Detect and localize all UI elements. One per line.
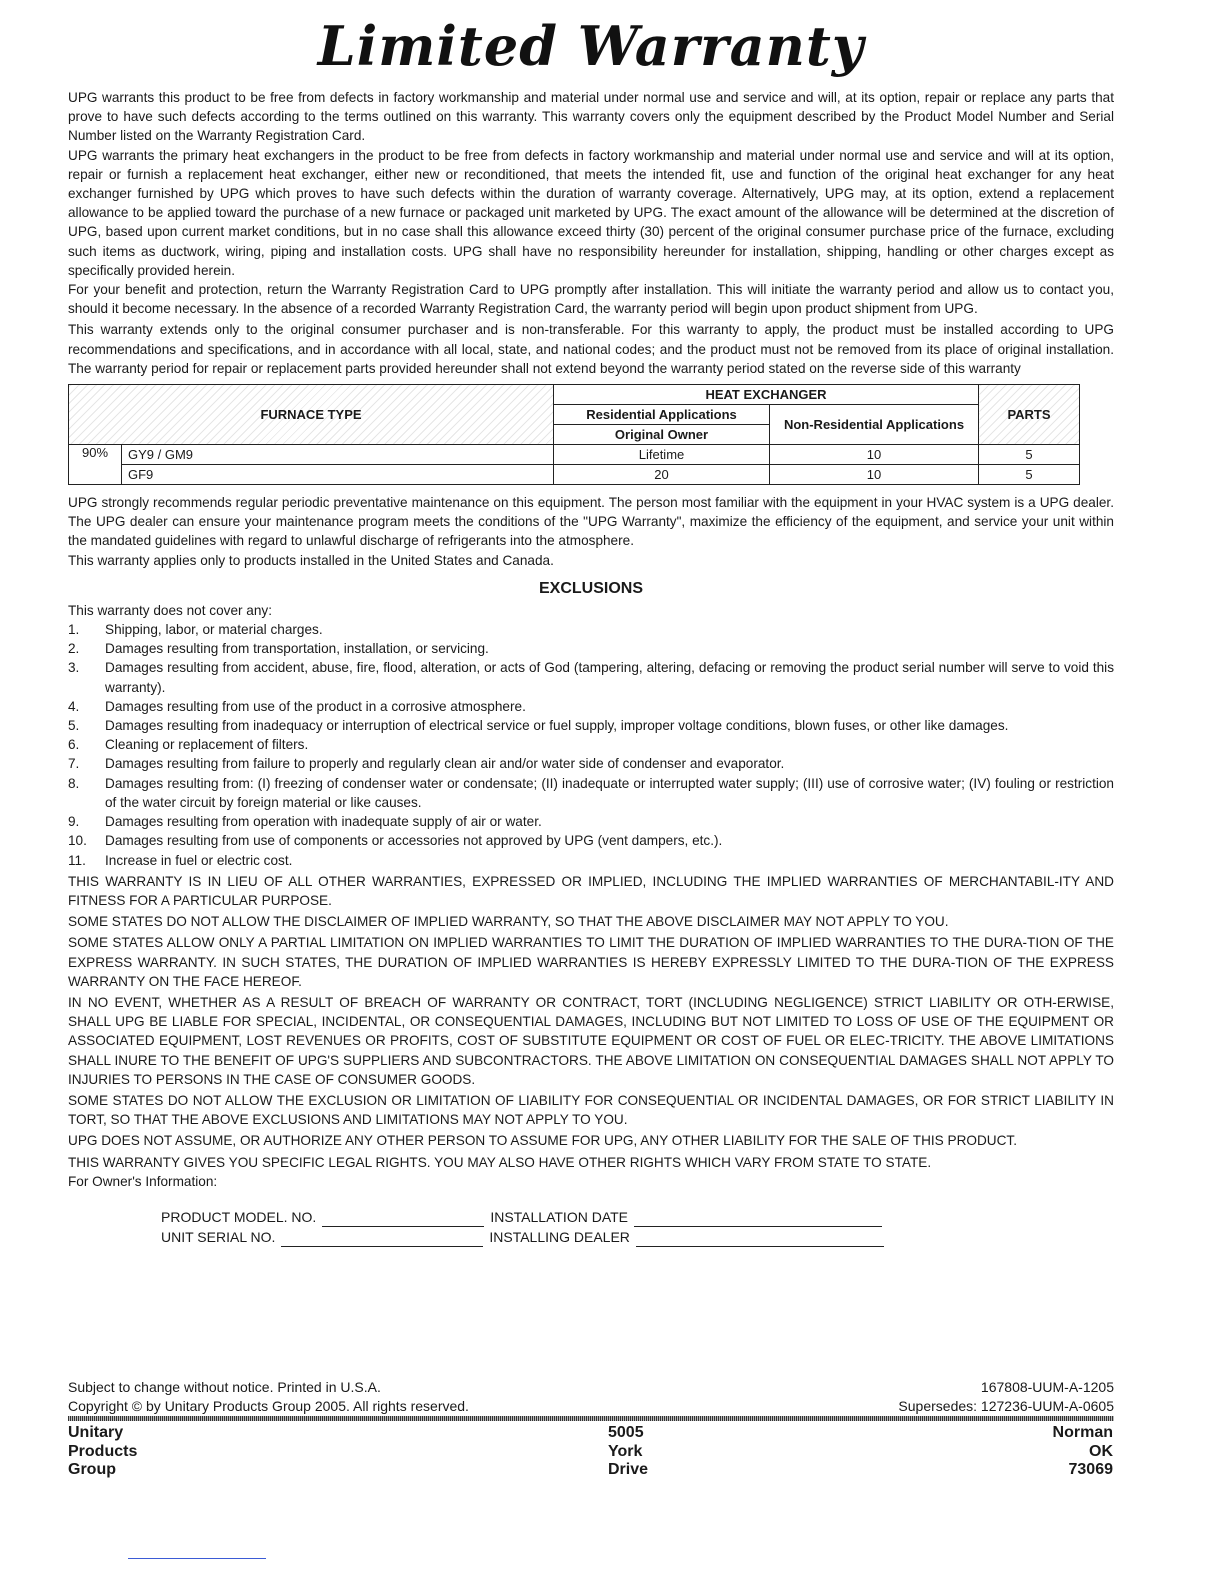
maintenance-paragraph: UPG strongly recommends regular periodic preventative maintenance on this equipment. The person most familiar with the equipment in your HVAC system is a UPG dealer. The UPG dealer can ensure your maintenance program meets the conditions of the "UPG Warranty", maximize the efficiency of the equipment, and service your unit within the mandated guidelines with regard to unlawful discharge of refrigerants into the atmosphere. [68, 495, 1114, 549]
table-row [69, 445, 1080, 465]
list-item: 11. Increase in fuel or electric cost. [68, 852, 293, 868]
installation-date-field[interactable] [634, 1212, 882, 1227]
warranty-page [68, 14, 1114, 1247]
legal-no-event: IN NO EVENT, WHETHER AS A RESULT OF BREACH OF WARRANTY OR CONTRACT, TORT (INCLUDING NEGLIGENCE) STRICT LIABILITY OR OTH-ERWISE, SHALL UPG BE LIABLE FOR SPECIAL, INCIDENTAL, OR CONSEQUENTIAL DAMAGES, INCLUDING BUT NOT LIMITED TO LOSS OF USE OF THE EQUIPMENT OR ASSOCIATED EQUIPMENT, LOST REVENUES OR PROFITS, COST OF SUBSTITUTE EQUIPMENT OR COST OF FUEL OR ELEC-TRICITY. THE ABOVE LIMITATIONS SHALL INURE TO THE BENEFIT OF UPG'S SUPPLIERS AND SUBCONTRACTORS. THE ABOVE LIMITATION ON CONSEQUENTIAL DAMAGES SHALL NOT APPLY TO INJURIES TO PERSONS IN THE CASE OF CONSUMER GOODS. [68, 994, 1114, 1087]
non-residential-header: Non-Residential Applications [770, 405, 979, 445]
legal-disclaimer: SOME STATES DO NOT ALLOW THE DISCLAIMER OF IMPLIED WARRANTY, SO THAT THE ABOVE DISCLAIMER MAY NOT APPLY TO YOU. [68, 914, 949, 930]
unit-serial-field[interactable] [281, 1232, 483, 1247]
footer-supersedes: Supersedes: 127236-UUM-A-0605 [898, 1398, 1114, 1414]
page-title: Limited Warranty [317, 14, 865, 78]
list-item: 2. Damages resulting from transportation, installation, or servicing. [68, 641, 489, 657]
installing-dealer-label: INSTALLING DEALER [489, 1228, 630, 1245]
product-model-label: PRODUCT MODEL. NO. [161, 1208, 317, 1225]
non-residential-cell: 10 [770, 465, 979, 485]
intro-paragraph-1: UPG warrants this product to be free from defects in factory workmanship and material under normal use and service and will, at its option, repair or replace any parts that prove to have such defects according to the terms outlined on this warranty. This warranty covers only the equipment described by the Product Model Number and Serial Number listed on the Warranty Registration Card. [68, 90, 1114, 144]
legal-rights: THIS WARRANTY GIVES YOU SPECIFIC LEGAL RIGHTS. YOU MAY ALSO HAVE OTHER RIGHTS WHICH VARY FROM STATE TO STATE. [68, 1154, 932, 1170]
residential-cell: Lifetime [554, 445, 770, 465]
intro-paragraph-3: For your benefit and protection, return the Warranty Registration Card to UPG promptly after installation. This will initiate the warranty period and allow us to contact you, should it become necessary. In the absence of a recorded Warranty Registration Card, the warranty period will begin upon product shipment from UPG. [68, 282, 1114, 317]
model-cell: GF9 [122, 465, 554, 485]
legal-duration: SOME STATES ALLOW ONLY A PARTIAL LIMITATION ON IMPLIED WARRANTIES TO LIMIT THE DURATION OF IMPLIED WARRANTIES TO THE DURA-TION OF THE EXPRESS WARRANTY. IN SUCH STATES, THE DURATION OF IMPLIED WARRANTIES IS HEREBY EXPRESSLY LIMITED TO THE DURA-TION OF THE EXPRESS WARRANTY ON THE FACE HEREOF. [68, 935, 1114, 989]
list-item: 6. Cleaning or replacement of filters. [68, 737, 309, 753]
list-item: 4. Damages resulting from use of the product in a corrosive atmosphere. [68, 698, 526, 714]
footer-copyright: Copyright © by Unitary Products Group 2005. All rights reserved. [68, 1398, 469, 1414]
installing-dealer-field[interactable] [636, 1232, 884, 1247]
footer-notice: Subject to change without notice. Printed in U.S.A. [68, 1379, 381, 1395]
legal-merchantability: THIS WARRANTY IS IN LIEU OF ALL OTHER WARRANTIES, EXPRESSED OR IMPLIED, INCLUDING THE IMPLIED WARRANTIES OF MERCHANTABIL-ITY AND FITNESS FOR A PARTICULAR PURPOSE. [68, 873, 1114, 908]
owner-info-lead: For Owner's Information: [68, 1173, 218, 1189]
table-row [69, 465, 1080, 485]
original-owner-header: Original Owner [554, 425, 770, 445]
list-item: 3. Damages resulting from accident, abuse, fire, flood, alteration, or acts of God (tampering, altering, defacing or removing the product serial number will serve to void this warranty). [68, 660, 1114, 695]
model-cell: GY9 / GM9 [122, 445, 554, 465]
unit-serial-label: UNIT SERIAL NO. [161, 1228, 276, 1245]
furnace-type-header: FURNACE TYPE [69, 385, 554, 445]
list-item: 8. Damages resulting from: (I) freezing of condenser water or condensate; (II) inadequate or interrupted water supply; (III) use of corrosive water; (IV) fouling or restriction of the water circuit by foreign material or like causes. [68, 775, 1114, 810]
efficiency-cell: 90% [69, 445, 122, 485]
parts-cell: 5 [979, 465, 1080, 485]
intro-paragraph-4: This warranty extends only to the original consumer purchaser and is non-transferable. For this warranty to apply, the product must be installed according to UPG recommendations and specifications, and in accordance with all local, state, and national codes; and the product must not be removed from its place of original installation. The warranty period for repair or replacement parts provided hereunder shall not extend beyond the warranty period stated on the reverse side of this warranty [68, 322, 1114, 376]
list-item: 10. Damages resulting from use of components or accessories not approved by UPG (vent dampers, etc.). [68, 833, 723, 849]
address-city: Norman OK 73069 [1052, 1424, 1113, 1478]
list-item: 9. Damages resulting from operation with inadequate supply of air or water. [68, 814, 542, 830]
exclusions-lead: This warranty does not cover any: [68, 602, 272, 618]
list-item: 7. Damages resulting from failure to properly and regularly clean air and/or water side of condenser and evaporator. [68, 756, 785, 772]
warranty-table [68, 384, 1080, 485]
installation-date-label: INSTALLATION DATE [490, 1208, 629, 1225]
footer-doc-number: 167808-UUM-A-1205 [980, 1379, 1114, 1395]
legal-consequential: SOME STATES DO NOT ALLOW THE EXCLUSION OR LIMITATION OF LIABILITY FOR CONSEQUENTIAL OR INCIDENTAL DAMAGES, OR FOR STRICT LIABILITY IN TORT, SO THAT THE ABOVE EXCLUSIONS AND LIMITATIONS MAY NOT APPLY TO YOU. [68, 1092, 1114, 1128]
list-item: 5. Damages resulting from inadequacy or interruption of electrical service or fuel supply, improper voltage conditions, blown fuses, or other like damages. [68, 718, 1009, 734]
bottom-rule [128, 1558, 266, 1559]
exclusions-heading: EXCLUSIONS [538, 579, 643, 597]
residential-header: Residential Applications [554, 405, 770, 425]
parts-header: PARTS [979, 385, 1080, 445]
address-street: 5005 York Drive [608, 1424, 649, 1478]
footer-divider [68, 1416, 1114, 1421]
heat-exchanger-header: HEAT EXCHANGER [554, 385, 979, 405]
residential-cell: 20 [554, 465, 770, 485]
non-residential-cell: 10 [770, 445, 979, 465]
owner-info-form [161, 1207, 1114, 1247]
list-item: 1. Shipping, labor, or material charges. [68, 622, 323, 638]
intro-paragraph-2: UPG warrants the primary heat exchangers in the product to be free from defects in factory workmanship and material under normal use and service and will at its option, repair or furnish a replacement heat exchanger, either new or reconditioned, that meets the intended fit, use and function of the original heat exchanger for any heat exchanger furnished by UPG which proves to have such defects within the duration of warranty coverage. Alternatively, UPG may, at its option, extend a replacement allowance to be applied toward the purchase of a new furnace or packaged unit marketed by UPG. The exact amount of the allowance will be determined at the discretion of UPG, based upon current market conditions, but in no case shall this allowance exceed thirty (30) percent of the original consumer purchase price of the furnace, excluding such items as ductwork, wiring, piping and installation costs. UPG shall have no responsibility hereunder for installation, shipping, handling or other charges except as specifically provided herein. [68, 147, 1114, 278]
territory-paragraph: This warranty applies only to products installed in the United States and Canada. [68, 552, 554, 568]
product-model-field[interactable] [322, 1212, 484, 1227]
exclusions-list [68, 620, 1114, 870]
legal-no-assume: UPG DOES NOT ASSUME, OR AUTHORIZE ANY OTHER PERSON TO ASSUME FOR UPG, ANY OTHER LIABILITY FOR THE SALE OF THIS PRODUCT. [68, 1133, 1017, 1149]
parts-cell: 5 [979, 445, 1080, 465]
footer [68, 1378, 1114, 1416]
address-company: Unitary Products Group [68, 1424, 138, 1478]
